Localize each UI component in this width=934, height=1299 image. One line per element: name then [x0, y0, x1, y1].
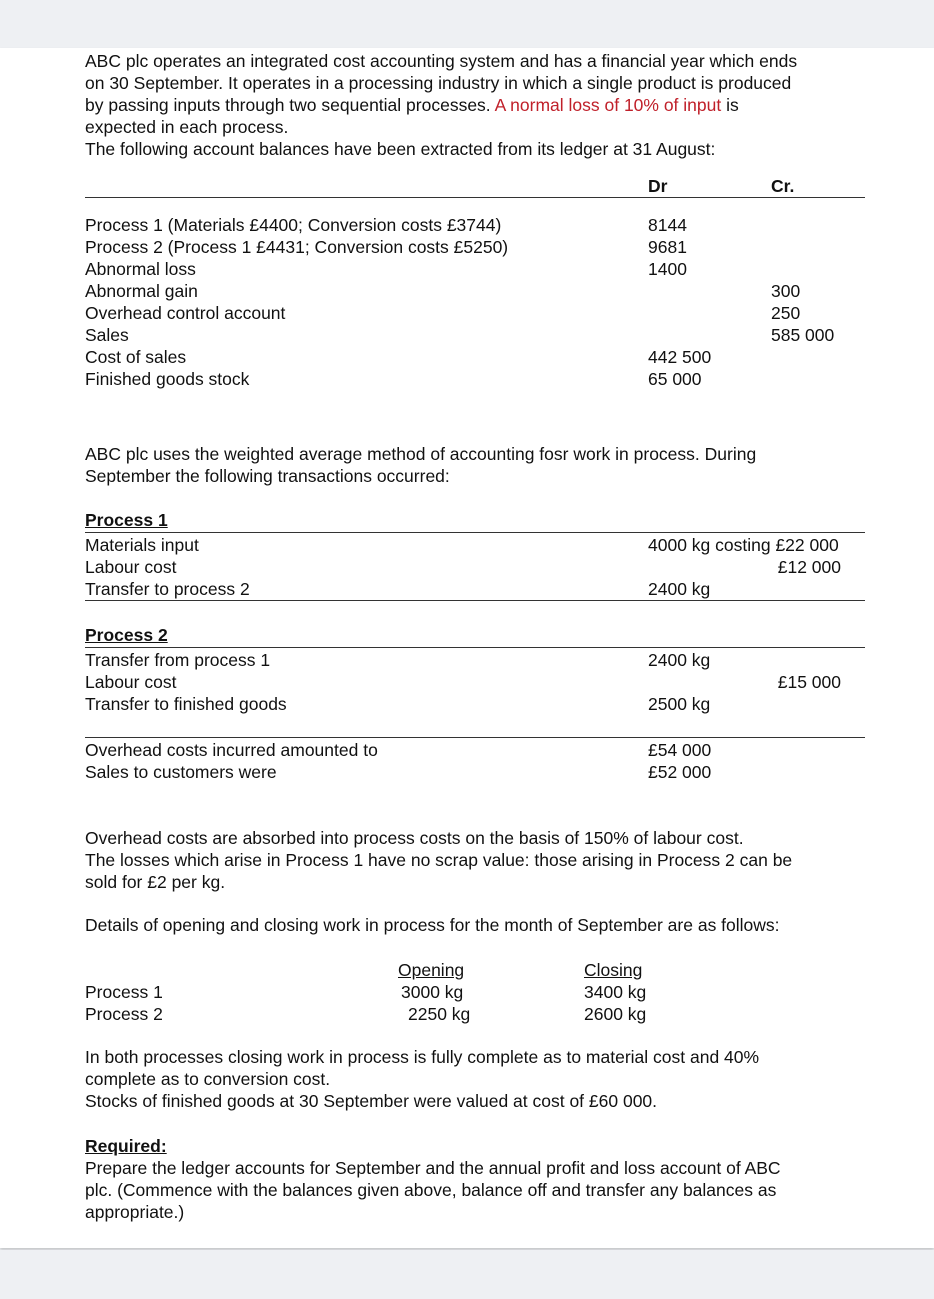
- wip-closing-header: Closing: [584, 960, 643, 980]
- wip-p1-closing: 3400 kg: [584, 982, 647, 1002]
- balance-label: Process 2 (Process 1 £4431; Conversion costs £5250): [85, 237, 509, 257]
- process2-from-label: Transfer from process 1: [85, 650, 271, 670]
- process1-materials-label: Materials input: [85, 535, 199, 555]
- notes-line-2: The losses which arise in Process 1 have no scrap value: those arising in Process 2 can be: [85, 850, 793, 870]
- wip-opening-header: Opening: [398, 960, 465, 980]
- balance-dr: 9681: [648, 237, 687, 257]
- balance-label: Abnormal loss: [85, 259, 196, 279]
- notes-line-4: Details of opening and closing work in process for the month of September are as follows:: [85, 915, 780, 935]
- intro-line-3: [85, 94, 739, 116]
- overhead-value: £54 000: [648, 740, 712, 760]
- wip-p2-closing: 2600 kg: [584, 1004, 647, 1024]
- balances-header-rule: [85, 197, 865, 198]
- process2-labour-label: Labour cost: [85, 672, 177, 692]
- completion-line-2: complete as to conversion cost.: [85, 1069, 331, 1089]
- weighted-line-2: September the following transactions occurred:: [85, 466, 450, 486]
- intro-line-5: The following account balances have been extracted from its ledger at 31 August:: [85, 139, 716, 159]
- balance-dr: 65 000: [648, 369, 702, 389]
- process1-transfer-value: 2400 kg: [648, 579, 711, 599]
- overhead-label: Overhead costs incurred amounted to: [85, 740, 378, 760]
- balance-label: Sales: [85, 325, 129, 345]
- balance-label: Overhead control account: [85, 303, 286, 323]
- header-dr: Dr: [648, 176, 668, 196]
- process1-top-rule: [85, 532, 865, 533]
- intro-line-3a: by passing inputs through two sequential processes.: [85, 95, 491, 115]
- wip-p2-opening: 2250 kg: [408, 1004, 471, 1024]
- process2-fg-value: 2500 kg: [648, 694, 711, 714]
- process2-labour-value: £15 000: [777, 672, 841, 692]
- top-background: [0, 0, 934, 48]
- process1-labour-label: Labour cost: [85, 557, 177, 577]
- intro-line-4: expected in each process.: [85, 117, 289, 137]
- completion-line-1: In both processes closing work in process is fully complete as to material cost and 40%: [85, 1047, 760, 1067]
- required-title: Required:: [85, 1136, 167, 1156]
- overhead-top-rule: [85, 737, 865, 738]
- notes-line-1: Overhead costs are absorbed into process costs on the basis of 150% of labour cost.: [85, 828, 744, 848]
- balance-label: Process 1 (Materials £4400; Conversion costs £3744): [85, 215, 502, 235]
- wip-p1-opening: 3000 kg: [401, 982, 464, 1002]
- header-cr: Cr.: [771, 176, 795, 196]
- document-page: [0, 48, 934, 1248]
- notes-line-3: sold for £2 per kg.: [85, 872, 226, 892]
- normal-loss-highlight: A normal loss of 10% of input: [494, 95, 722, 115]
- balance-dr: 442 500: [648, 347, 712, 367]
- balance-dr: 8144: [648, 215, 687, 235]
- intro-line-3c: is: [726, 95, 739, 115]
- process1-title: Process 1: [85, 510, 168, 530]
- balance-cr: 585 000: [771, 325, 835, 345]
- wip-p1-label: Process 1: [85, 982, 163, 1002]
- sales-value: £52 000: [648, 762, 712, 782]
- process2-from-value: 2400 kg: [648, 650, 711, 670]
- process1-transfer-label: Transfer to process 2: [85, 579, 250, 599]
- process2-title: Process 2: [85, 625, 168, 645]
- process1-bottom-rule: [85, 600, 865, 601]
- wip-p2-label: Process 2: [85, 1004, 163, 1024]
- weighted-line-1: ABC plc uses the weighted average method of accounting fosr work in process. During: [85, 444, 757, 464]
- required-line-3: appropriate.): [85, 1202, 185, 1222]
- balance-cr: 300: [771, 281, 801, 301]
- balance-cr: 250: [771, 303, 801, 323]
- process2-top-rule: [85, 647, 865, 648]
- process2-fg-label: Transfer to finished goods: [85, 694, 287, 714]
- intro-line-1: ABC plc operates an integrated cost accounting system and has a financial year which ends: [85, 51, 798, 71]
- balance-label: Abnormal gain: [85, 281, 198, 301]
- completion-line-3: Stocks of finished goods at 30 September were valued at cost of £60 000.: [85, 1091, 658, 1111]
- sales-label: Sales to customers were: [85, 762, 277, 782]
- balance-dr: 1400: [648, 259, 687, 279]
- process1-labour-value: £12 000: [777, 557, 841, 577]
- required-line-1: Prepare the ledger accounts for September and the annual profit and loss account of ABC: [85, 1158, 781, 1178]
- required-line-2: plc. (Commence with the balances given above, balance off and transfer any balances as: [85, 1180, 777, 1200]
- process1-materials-value: 4000 kg costing £22 000: [648, 535, 839, 555]
- intro-line-2: on 30 September. It operates in a processing industry in which a single product is produced: [85, 73, 792, 93]
- balance-label: Finished goods stock: [85, 369, 250, 389]
- bottom-background: [0, 1250, 934, 1299]
- balance-label: Cost of sales: [85, 347, 187, 367]
